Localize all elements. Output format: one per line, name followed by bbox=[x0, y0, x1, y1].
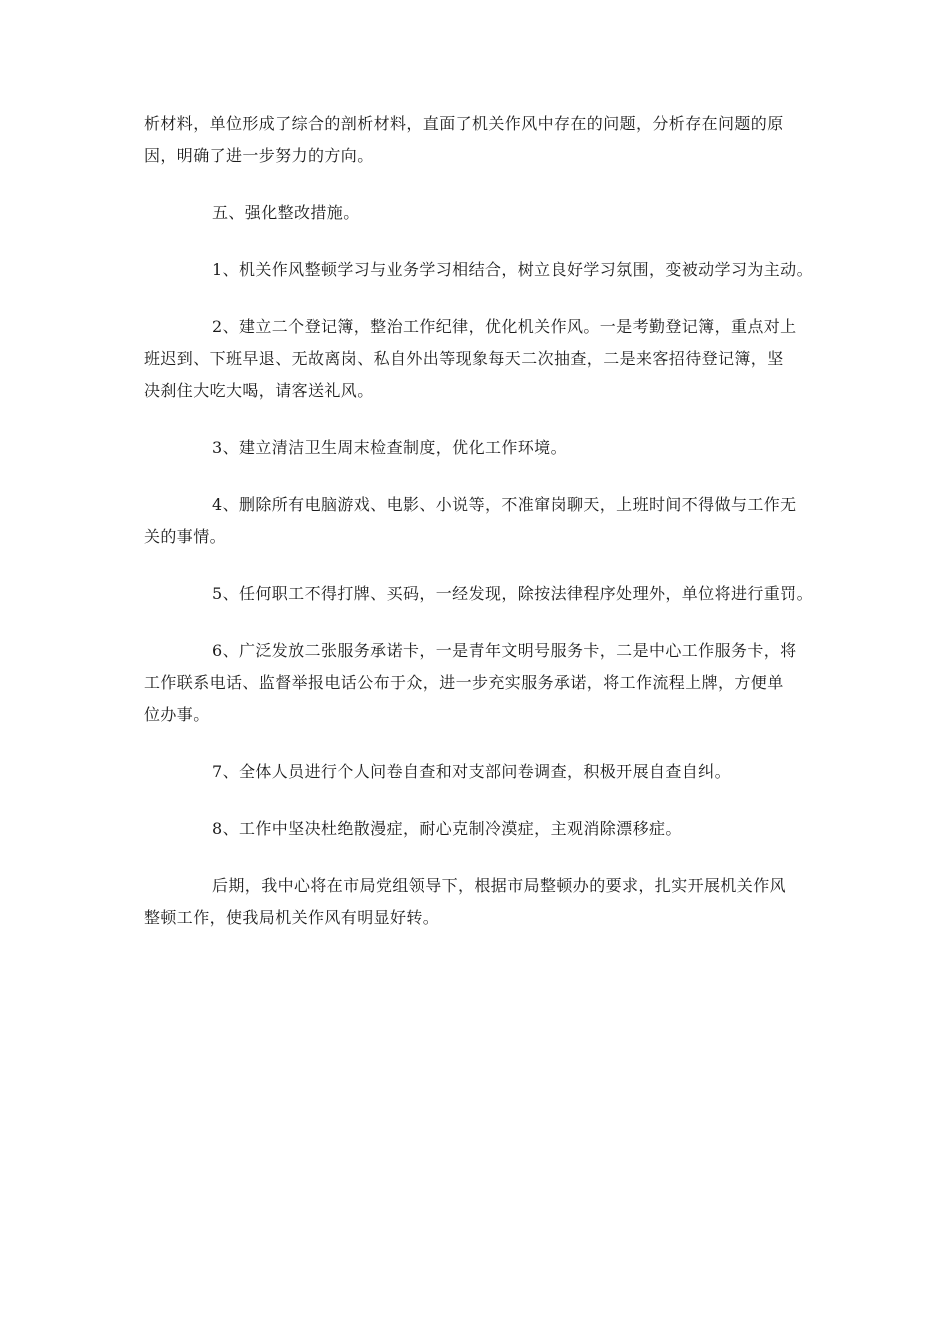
paragraph-line: 2、建立二个登记簿，整治工作纪律，优化机关作风。一是考勤登记簿，重点对上 bbox=[212, 317, 797, 336]
paragraph-line: 五、强化整改措施。 bbox=[212, 203, 360, 222]
paragraph-line: 后期，我中心将在市局党组领导下，根据市局整顿办的要求，扎实开展机关作风 bbox=[212, 876, 787, 895]
paragraph-line: 3、建立清洁卫生周末检查制度，优化工作环境。 bbox=[212, 438, 567, 457]
paragraph bbox=[144, 432, 819, 464]
paragraph-line: 析材料，单位形成了综合的剖析材料，直面了机关作风中存在的问题，分析存在问题的原 bbox=[144, 114, 784, 133]
paragraph bbox=[144, 311, 819, 407]
paragraph bbox=[144, 756, 819, 788]
paragraph-line: 工作联系电话、监督举报电话公布于众，进一步充实服务承诺，将工作流程上牌，方便单 bbox=[144, 673, 784, 692]
paragraph-line: 因，明确了进一步努力的方向。 bbox=[144, 146, 374, 165]
paragraph-line: 7、全体人员进行个人问卷自查和对支部问卷调查，积极开展自查自纠。 bbox=[212, 762, 731, 781]
paragraph-line: 4、删除所有电脑游戏、电影、小说等，不准窜岗聊天，上班时间不得做与工作无 bbox=[212, 495, 797, 514]
paragraph-line: 关的事情。 bbox=[144, 527, 227, 546]
paragraph-line: 6、广泛发放二张服务承诺卡，一是青年文明号服务卡，二是中心工作服务卡，将 bbox=[212, 641, 797, 660]
paragraph-line: 5、任何职工不得打牌、买码，一经发现，除按法律程序处理外，单位将进行重罚。 bbox=[212, 584, 813, 603]
paragraph bbox=[144, 254, 819, 286]
document-body bbox=[144, 108, 819, 959]
paragraph-line: 1、机关作风整顿学习与业务学习相结合，树立良好学习氛围，变被动学习为主动。 bbox=[212, 260, 813, 279]
paragraph-line: 8、工作中坚决杜绝散漫症，耐心克制冷漠症，主观消除漂移症。 bbox=[212, 819, 682, 838]
paragraph-line: 整顿工作，使我局机关作风有明显好转。 bbox=[144, 908, 440, 927]
paragraph bbox=[144, 489, 819, 553]
paragraph bbox=[144, 197, 819, 229]
paragraph bbox=[144, 108, 819, 172]
paragraph bbox=[144, 813, 819, 845]
paragraph-line: 决刹住大吃大喝，请客送礼风。 bbox=[144, 381, 374, 400]
paragraph-line: 位办事。 bbox=[144, 705, 210, 724]
paragraph bbox=[144, 578, 819, 610]
paragraph bbox=[144, 635, 819, 731]
paragraph bbox=[144, 870, 819, 934]
paragraph-line: 班迟到、下班早退、无故离岗、私自外出等现象每天二次抽查，二是来客招待登记簿，坚 bbox=[144, 349, 784, 368]
